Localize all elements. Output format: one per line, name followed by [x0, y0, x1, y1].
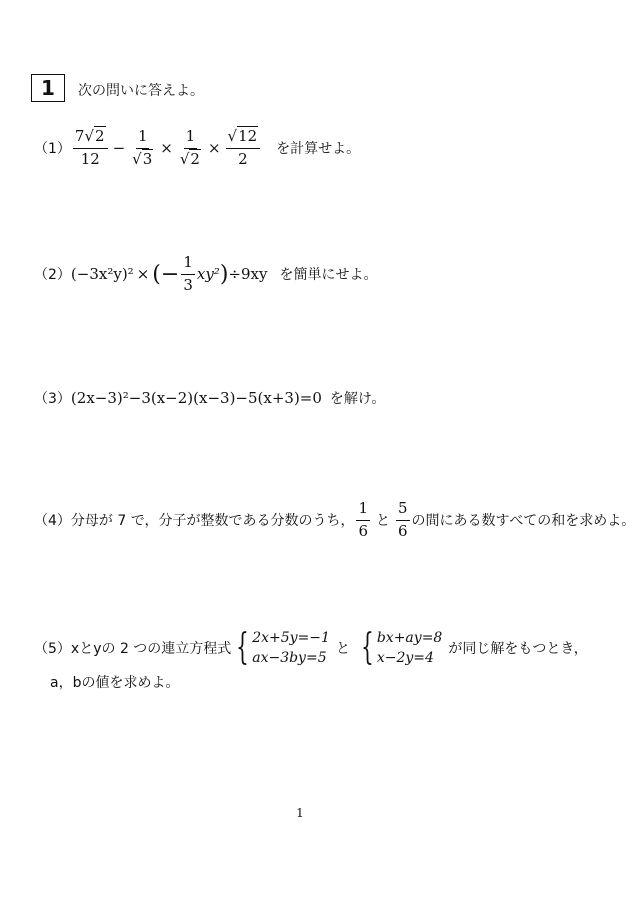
question-4-fraction-2: $\frac{5}{6}$ [398, 499, 408, 540]
question-2 [34, 254, 377, 294]
question-1-suffix: を計算せよ。 [276, 141, 361, 157]
equation-system-1: { 2x+5y=−1 ax−3by=5 [236, 627, 330, 668]
question-1 [34, 128, 360, 168]
question-1-label: （1） [34, 141, 71, 157]
question-5-line-2: a，bの値を求めよ。 [50, 675, 180, 691]
question-3 [34, 386, 385, 410]
instruction-text: 次の問いに答えよ。 [78, 83, 204, 99]
question-3-expression: (2x−3)²−3(x−2)(x−3)−5(x+3)=0 [70, 389, 322, 407]
question-4-connector: と [376, 513, 390, 529]
page-number: 1 [296, 806, 304, 820]
question-3-suffix: を解け。 [329, 391, 386, 407]
system-1-equation-2: ax−3by=5 [252, 650, 327, 666]
question-5-label: （5） [34, 641, 71, 657]
question-4-text-after: の間にある数すべての和を求めよ。 [411, 513, 635, 529]
problem-number-box [31, 74, 65, 102]
system-2-equation-2: x−2y=4 [376, 650, 434, 666]
system-1-equation-1: 2x+5y=−1 [252, 630, 330, 646]
equation-system-2: { bx+ay=8 x−2y=4 [361, 627, 443, 668]
question-2-expression: (−3x²y)² × (− $\frac{1}{3}$ xy² ) ÷9xy [70, 253, 268, 294]
question-5 [34, 624, 588, 672]
fraction-3: $\frac{1}{√2}$ [179, 127, 200, 168]
question-4 [34, 500, 635, 540]
question-1-expression: $\frac{7√2}{12}$ − $\frac{1}{√3}$ × $\frac{1}{√2}$ × $\frac{√12}{2}$ [71, 128, 262, 168]
question-5-text-before: xとyの 2 つの連立方程式 [70, 641, 232, 657]
question-2-label: （2） [34, 267, 71, 283]
question-2-suffix: を簡単にせよ。 [279, 267, 378, 283]
fraction-2: $\frac{1}{√3}$ [132, 127, 153, 168]
system-2-equation-1: bx+ay=8 [376, 630, 443, 646]
question-5-text-after: が同じ解をもつとき， [448, 641, 588, 657]
fraction-1: $\frac{7√2}{12}$ [73, 128, 108, 168]
problem-number: 1 [41, 76, 55, 100]
question-4-label: （4） [34, 513, 71, 529]
fraction-4: $\frac{√12}{2}$ [226, 128, 261, 168]
question-4-text-before: 分母が 7 で，分子が整数である分数のうち， [70, 513, 355, 529]
question-3-label: （3） [34, 391, 71, 407]
question-5-connector: と [335, 641, 350, 657]
question-2-fraction: $\frac{1}{3}$ [183, 253, 193, 294]
question-4-fraction-1: $\frac{1}{6}$ [358, 499, 368, 540]
